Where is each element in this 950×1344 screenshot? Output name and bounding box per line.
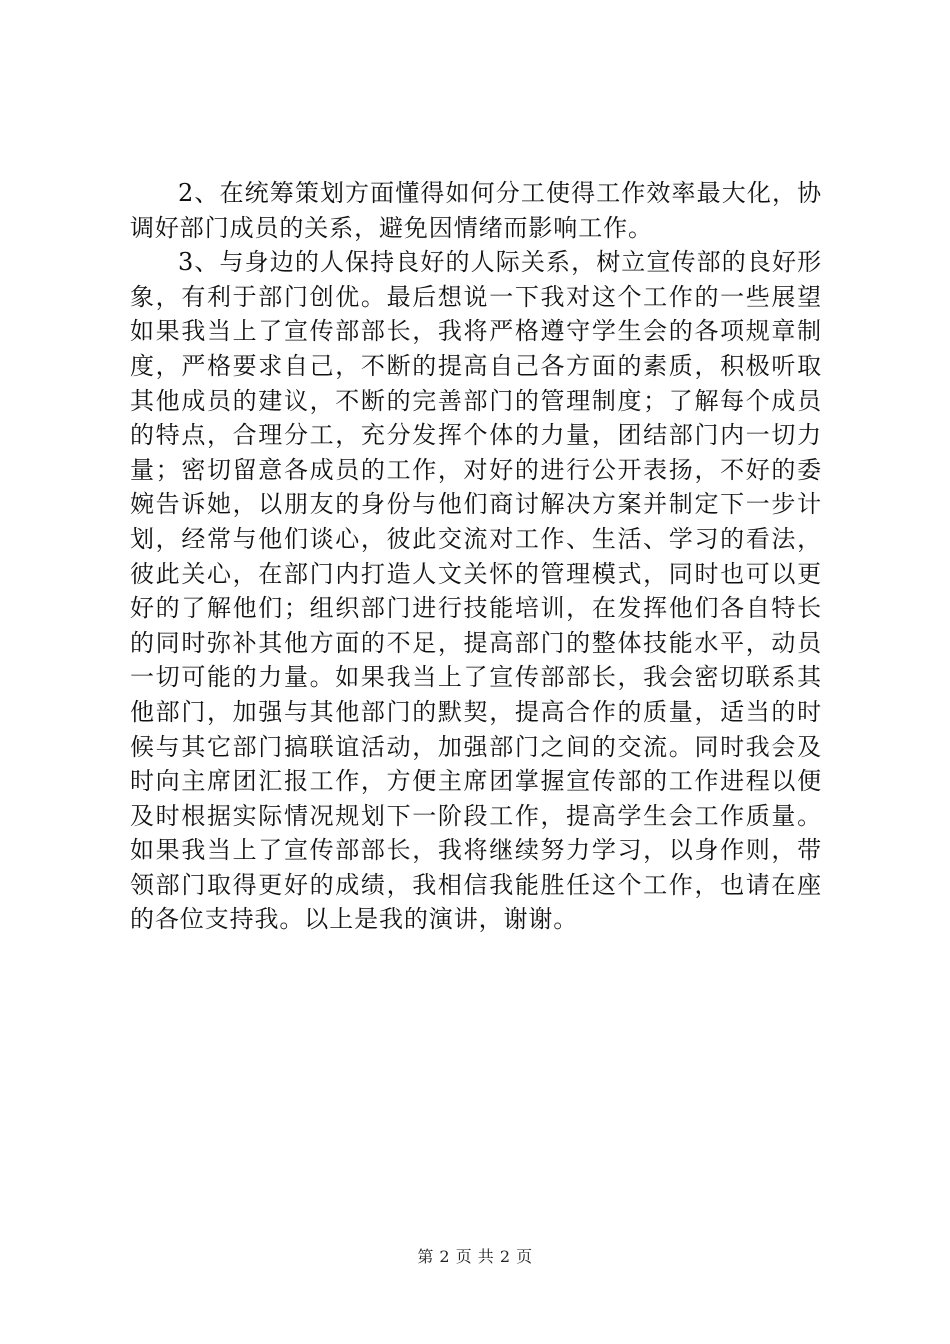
document-body [130,176,822,937]
paragraph-item-2: 2、在统筹策划方面懂得如何分工使得工作效率最大化，协调好部门成员的关系，避免因情绪而影响工作。 [130,179,822,242]
paragraph-item-3: 3、与身边的人保持良好的人际关系，树立宣传部的良好形象，有利于部门创优。最后想说一下我对这个工作的一些展望如果我当上了宣传部部长，我将严格遵守学生会的各项规章制度，严格要求自己，不断的提高自己各方面的素质，积极听取其他成员的建议，不断的完善部门的管理制度；了解每个成员的特点，合理分工，充分发挥个体的力量，团结部门内一切力量；密切留意各成员的工作，对好的进行公开表扬，不好的委婉告诉她，以朋友的身份与他们商讨解决方案并制定下一步计划，经常与他们谈心，彼此交流对工作、生活、学习的看法，彼此关心，在部门内打造人文关怀的管理模式，同时也可以更好的了解他们；组织部门进行技能培训，在发挥他们各自特长的同时弥补其他方面的不足，提高部门的整体技能水平，动员一切可能的力量。如果我当上了宣传部部长，我会密切联系其他部门，加强与其他部门的默契，提高合作的质量，适当的时候与其它部门搞联谊活动，加强部门之间的交流。同时我会及时向主席团汇报工作，方便主席团掌握宣传部的工作进程以便及时根据实际情况规划下一阶段工作，提高学生会工作质量。如果我当上了宣传部部长，我将继续努力学习，以身作则，带领部门取得更好的成绩，我相信我能胜任这个工作，也请在座的各位支持我。以上是我的演讲，谢谢。 [130,248,822,934]
page-number-footer: 第 2 页 共 2 页 [417,1247,533,1266]
